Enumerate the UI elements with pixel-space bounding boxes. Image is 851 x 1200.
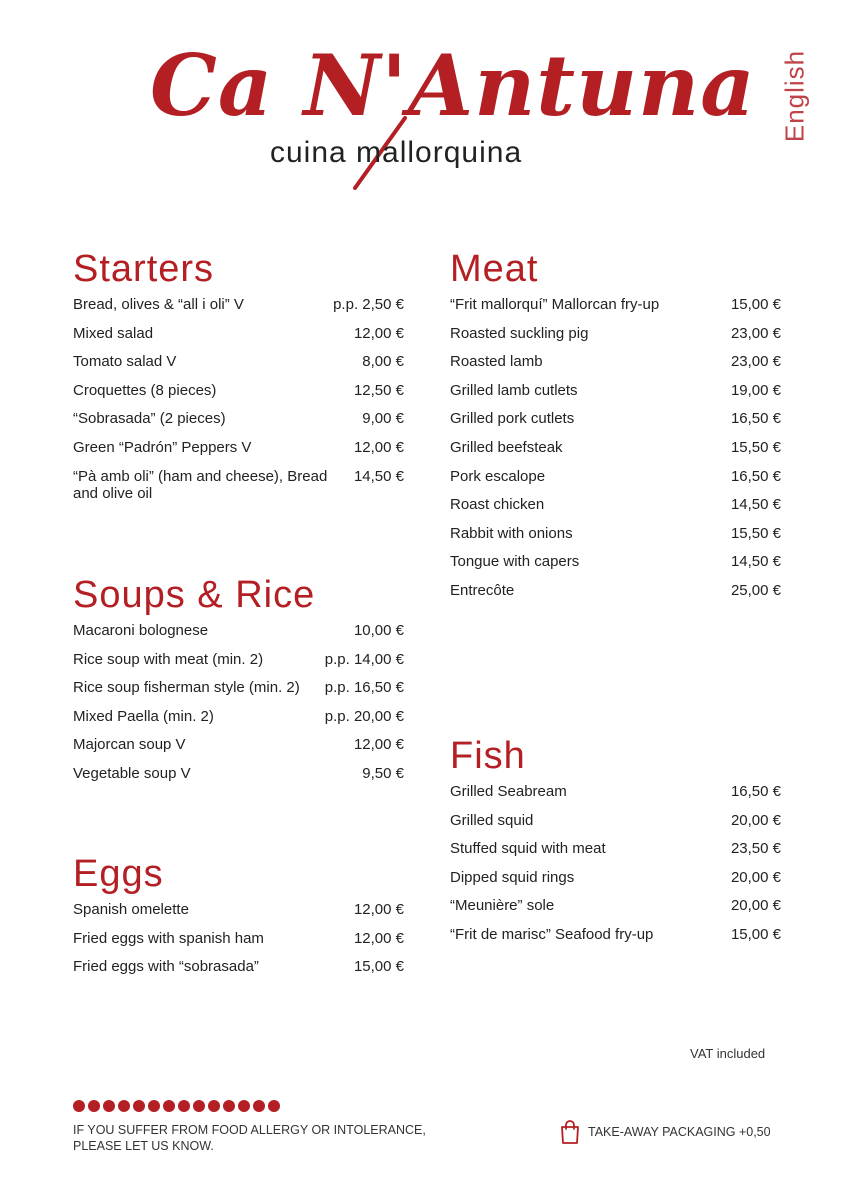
gluten-icon [73, 1100, 85, 1112]
section-starters [73, 246, 404, 502]
section-title: Soups & Rice [73, 574, 316, 616]
menu-item-name: Grilled squid [450, 811, 534, 829]
menu-item-price: p.p. 16,50 € [324, 679, 404, 697]
menu-item-price: p.p. 14,00 € [324, 650, 404, 668]
menu-item-price: p.p. 2,50 € [333, 296, 404, 313]
menu-item-price: 23,00 € [730, 353, 781, 371]
menu-item-price: p.p. 20,00 € [324, 707, 404, 725]
section-title: Fish [450, 735, 526, 777]
menu-item-name: Entrecôte [450, 581, 515, 599]
menu-item-price: 14,50 € [730, 553, 781, 571]
menu-item-price: 9,50 € [362, 764, 404, 782]
menu-item [450, 496, 781, 525]
restaurant-name: Ca N'Antuna [150, 36, 756, 135]
crustacean-icon [88, 1100, 100, 1112]
vat-note: VAT included [690, 1046, 766, 1061]
section-meat [450, 246, 781, 611]
restaurant-tagline: cuina mallorquina [270, 136, 523, 169]
menu-item-name: “Frit de marisc” Seafood fry-up [450, 925, 654, 943]
menu-item [73, 930, 404, 959]
menu-item-price: 20,00 € [730, 868, 781, 886]
menu-item [450, 439, 781, 468]
menu-item-name: Stuffed squid with meat [450, 840, 606, 858]
menu-item-name: Rice soup fisherman style (min. 2) [73, 679, 300, 697]
fish-icon [118, 1100, 130, 1112]
nut-icon [178, 1100, 190, 1112]
allergy-note: IF YOU SUFFER FROM FOOD ALLERGY OR INTOLERANCE, PLEASE LET US KNOW. [73, 1123, 426, 1153]
menu-list [73, 622, 404, 794]
section-title: Meat [450, 248, 539, 290]
menu-item [450, 410, 781, 439]
menu-item-name: Pork escalope [450, 467, 546, 485]
sulphite-icon [238, 1100, 250, 1112]
menu-item-price: 12,00 € [353, 736, 404, 754]
menu-item-name: “Sobrasada” (2 pieces) [73, 410, 226, 428]
menu-item-price: 23,00 € [730, 324, 781, 342]
menu-item [450, 296, 781, 325]
shopping-bag-icon [560, 1120, 580, 1144]
soy-icon [148, 1100, 160, 1112]
menu-item [73, 622, 404, 651]
menu-item [73, 468, 404, 502]
menu-item [450, 926, 781, 955]
menu-item [450, 840, 781, 869]
menu-item [73, 353, 404, 382]
mollusc-icon [268, 1100, 280, 1112]
menu-item [73, 651, 404, 680]
menu-item [73, 679, 404, 708]
menu-item-name: Majorcan soup V [73, 736, 186, 754]
menu-item [450, 553, 781, 582]
menu-item-price: 19,00 € [730, 381, 781, 399]
menu-item-price: 15,00 € [730, 296, 781, 313]
menu-item-price: 15,00 € [353, 958, 404, 976]
takeaway-label: TAKE-AWAY PACKAGING +0,50 [588, 1125, 771, 1139]
menu-item-name: Roasted suckling pig [450, 324, 589, 342]
menu-item [73, 439, 404, 468]
menu-item-price: 20,00 € [730, 811, 781, 829]
section-title: Starters [73, 248, 215, 290]
menu-item [73, 765, 404, 794]
menu-item-name: Grilled lamb cutlets [450, 381, 578, 399]
egg-icon [103, 1100, 115, 1112]
menu-item [73, 901, 404, 930]
menu-item-price: 12,50 € [353, 381, 404, 399]
menu-item [73, 410, 404, 439]
milk-icon [163, 1100, 175, 1112]
takeaway-note [560, 1120, 771, 1144]
menu-item-name: Green “Padrón” Peppers V [73, 438, 252, 456]
menu-item-name: Grilled beefsteak [450, 438, 563, 456]
menu-item [73, 958, 404, 987]
menu-item-price: 16,50 € [730, 783, 781, 800]
menu-item-price: 12,00 € [353, 901, 404, 918]
menu-item-price: 16,50 € [730, 467, 781, 485]
menu-item [450, 382, 781, 411]
menu-item-price: 12,00 € [353, 438, 404, 456]
menu-item [73, 325, 404, 354]
menu-item-name: Tomato salad V [73, 353, 177, 371]
menu-item-name: Fried eggs with “sobrasada” [73, 958, 259, 976]
menu-item-name: Macaroni bolognese [73, 622, 209, 639]
menu-item-price: 12,00 € [353, 929, 404, 947]
menu-item-price: 16,50 € [730, 410, 781, 428]
menu-item-name: Tongue with capers [450, 553, 580, 571]
menu-item-name: Croquettes (8 pieces) [73, 381, 217, 399]
allergen-icon-row [73, 1100, 280, 1112]
menu-item-name: Dipped squid rings [450, 868, 575, 886]
menu-item-name: “Meunière” sole [450, 897, 555, 915]
menu-item-name: “Frit mallorquí” Mallorcan fry-up [450, 296, 660, 313]
menu-item [73, 296, 404, 325]
menu-item-name: “Pà amb oli” (ham and cheese), Bread and olive oil [73, 467, 328, 502]
menu-item-price: 8,00 € [362, 353, 404, 371]
section-eggs [73, 851, 404, 987]
menu-list [450, 296, 781, 611]
menu-item-price: 20,00 € [730, 897, 781, 915]
menu-item-price: 23,50 € [730, 840, 781, 858]
lupin-icon [253, 1100, 265, 1112]
menu-list [450, 783, 781, 955]
menu-item-name: Fried eggs with spanish ham [73, 929, 264, 947]
menu-item [450, 525, 781, 554]
peanut-icon [133, 1100, 145, 1112]
menu-item-name: Roast chicken [450, 496, 545, 514]
menu-list [73, 901, 404, 987]
menu-item [450, 812, 781, 841]
menu-item-name: Roasted lamb [450, 353, 543, 371]
menu-item [450, 783, 781, 812]
section-fish [450, 733, 781, 955]
menu-item [73, 382, 404, 411]
menu-item [73, 736, 404, 765]
section-soups-rice [73, 572, 404, 794]
menu-item-name: Mixed salad [73, 324, 154, 342]
section-title: Eggs [73, 853, 164, 895]
menu-item [450, 582, 781, 611]
menu-item [450, 869, 781, 898]
restaurant-logo [150, 36, 756, 190]
menu-item-price: 10,00 € [353, 622, 404, 639]
menu-item-price: 9,00 € [362, 410, 404, 428]
menu-list [73, 296, 404, 502]
menu-item-price: 25,00 € [730, 581, 781, 599]
menu-item-name: Grilled Seabream [450, 783, 567, 800]
menu-item-name: Spanish omelette [73, 901, 189, 918]
menu-item-price: 14,50 € [353, 467, 404, 485]
menu-item-name: Rice soup with meat (min. 2) [73, 650, 264, 668]
menu-item-price: 14,50 € [730, 496, 781, 514]
menu-item-name: Bread, olives & “all i oli” V [73, 296, 244, 313]
menu-item-price: 15,00 € [730, 925, 781, 943]
mustard-icon [208, 1100, 220, 1112]
menu-item-name: Grilled pork cutlets [450, 410, 575, 428]
menu-item [450, 325, 781, 354]
menu-item [450, 353, 781, 382]
menu-item [450, 897, 781, 926]
menu-item-price: 15,50 € [730, 438, 781, 456]
menu-item-name: Vegetable soup V [73, 764, 191, 782]
menu-item [73, 708, 404, 737]
language-label[interactable]: English [779, 49, 810, 143]
celery-icon [193, 1100, 205, 1112]
menu-item-price: 15,50 € [730, 524, 781, 542]
menu-item-price: 12,00 € [353, 324, 404, 342]
menu-item [450, 468, 781, 497]
menu-item-name: Rabbit with onions [450, 524, 573, 542]
menu-item-name: Mixed Paella (min. 2) [73, 707, 214, 725]
sesame-icon [223, 1100, 235, 1112]
